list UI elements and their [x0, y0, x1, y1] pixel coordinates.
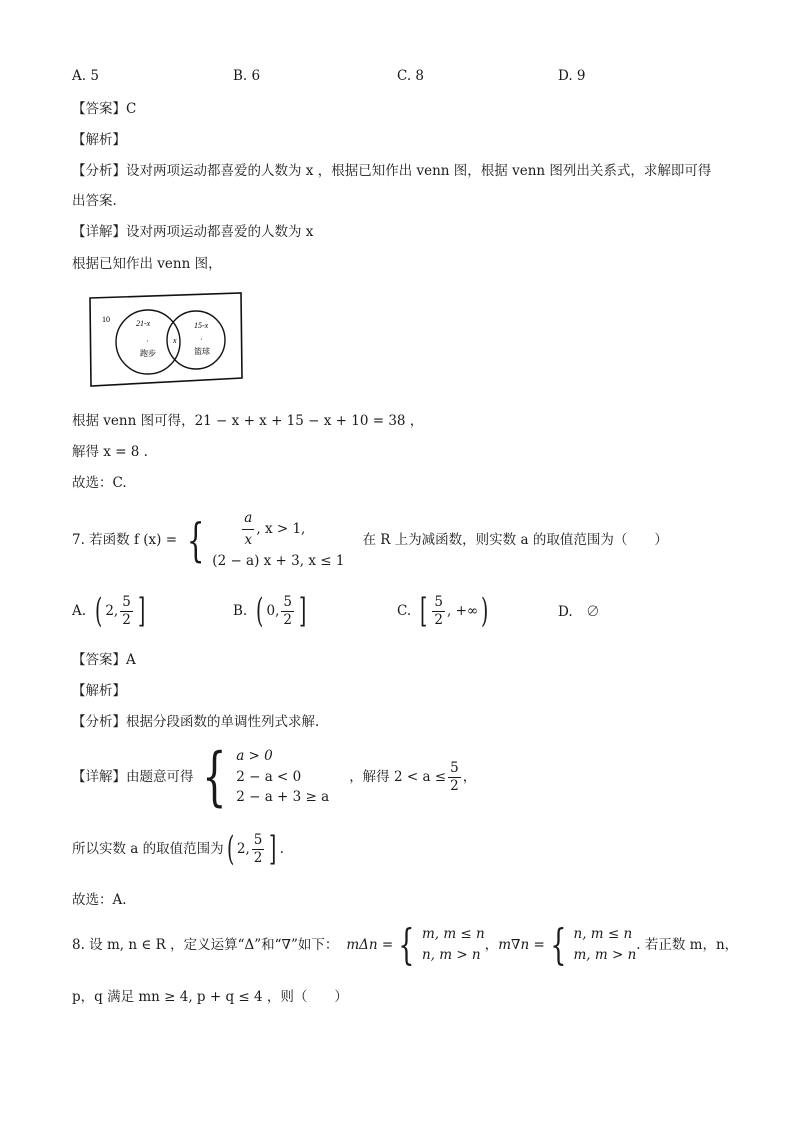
q7-detail: 【详解】由题意可得 { a > 0 2 − a < 0 2 − a + 3 ≥ a ，解得 2 < a ≤ $\frac{5}{2}$ ， [72, 740, 477, 814]
q7-sys-row2: 2 − a < 0 [236, 768, 302, 785]
q6-detail-line1: 【详解】设对两项运动都喜爱的人数为 x [72, 224, 314, 240]
venn-frame [90, 293, 242, 386]
venn-left-dot: · [146, 337, 149, 346]
q7-piecewise [181, 508, 344, 572]
q7-system: { a > 0 2 − a < 0 2 − a + 3 ≥ a [201, 740, 330, 814]
q7-range-prefix: 所以实数 a 的取值范围为 [72, 840, 224, 857]
q7-option-d: D. ∅ [558, 604, 600, 620]
q7-case2: (2 − a) x + 3, x ≤ 1 [212, 552, 345, 569]
q6-analysis-heading: 【解析】 [72, 132, 126, 148]
venn-right-count: 15-x [194, 321, 209, 330]
q7-brace: { [186, 512, 205, 567]
q6-choice: 故选：C. [72, 475, 127, 491]
q8-op2-lhs: m∇n = [498, 936, 545, 953]
q7-answer: 【答案】A [72, 652, 136, 668]
venn-outside-count: 10 [102, 315, 110, 324]
q6-answer: 【答案】C [72, 101, 137, 117]
venn-right-label: 篮球 [194, 347, 210, 356]
venn-diagram [88, 292, 244, 388]
q7-option-c: C. [ $\frac{5}{2}$ , +∞ ) [397, 591, 489, 631]
q8-stem: 8. 设 m, n ∈ R ，定义运算“Δ”和“∇”如下： mΔn = { m, m ≤ n n, m > n ， m∇n = { n, m ≤ n m, m > n . 若正数 m，n， [72, 920, 739, 969]
q7-option-a: A. ( 2, $\frac{5}{2}$ ] [72, 591, 146, 631]
q6-analysis-line2: 出答案. [72, 193, 117, 209]
q6-equation-line: 根据 venn 图可得，21 − x + x + 15 − x + 10 = 38 ， [72, 413, 424, 429]
q6-detail-line2: 根据已知作出 venn 图， [72, 256, 222, 272]
venn-left-label: 跑步 [140, 349, 156, 358]
venn-right-dot: · [200, 335, 203, 344]
q7-stem-prefix: 7. 若函数 f (x) = [72, 531, 178, 548]
q7-analysis-line: 【分析】根据分段函数的单调性列式求解. [72, 714, 320, 730]
q7-case1-den: x [244, 531, 253, 548]
q6-option-d: D. 9 [558, 68, 586, 84]
q7-stem-suffix: 在 R 上为减函数，则实数 a 的取值范围为（ ） [362, 531, 668, 548]
q7-stem [72, 508, 668, 572]
q8-line2: p，q 满足 mn ≥ 4, p + q ≤ 4 ，则（ ） [72, 989, 348, 1005]
q7-option-b: B. ( 0, $\frac{5}{2}$ ] [233, 591, 307, 631]
q7-case1-tail: , x > 1, [256, 520, 306, 537]
q7-range: 所以实数 a 的取值范围为 ( 2, $\frac{5}{2}$ ] . [72, 829, 284, 869]
venn-left-count: 21-x [136, 319, 151, 328]
q6-solve-line: 解得 x = 8 . [72, 444, 148, 460]
q8-stem-prefix: 8. 设 m, n ∈ R ，定义运算“Δ”和“∇”如下： [72, 936, 339, 953]
q7-sys-row1: a > 0 [236, 747, 273, 764]
q7-case1 [240, 508, 344, 551]
q7-detail-prefix: 【详解】由题意可得 [72, 768, 194, 785]
venn-center-count: x [173, 336, 177, 345]
q7-sys-row3: 2 − a + 3 ≥ a [236, 789, 330, 806]
q6-analysis-line1: 【分析】设对两项运动都喜爱的人数为 x ，根据已知作出 venn 图，根据 venn 图列出关系式，求解即可得 [72, 163, 712, 179]
q7-detail-mid: ，解得 2 < a ≤ [349, 768, 447, 785]
q7-analysis-heading: 【解析】 [72, 683, 126, 699]
q8-op1-lhs: mΔn = [346, 936, 394, 953]
q6-option-a: A. 5 [72, 68, 99, 84]
q7-case1-num: a [242, 508, 254, 530]
q7-choice: 故选：A. [72, 892, 127, 908]
q8-stem-tail: . 若正数 m，n， [636, 936, 739, 953]
q6-option-b: B. 6 [233, 68, 261, 84]
q6-option-c: C. 8 [397, 68, 425, 84]
